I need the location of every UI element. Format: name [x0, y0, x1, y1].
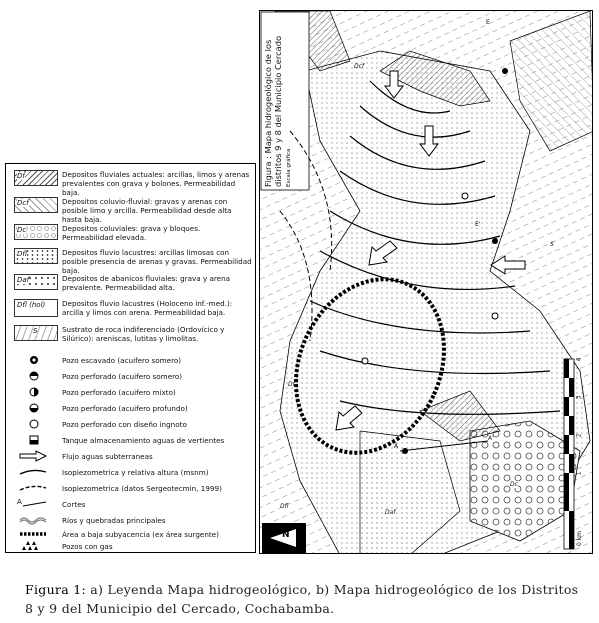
- daf-swatch: Daf: [14, 274, 58, 290]
- section-line-icon: [16, 498, 48, 510]
- unit-label-dc: Dc: [510, 481, 518, 488]
- scale-label-4: 4: [575, 357, 583, 362]
- map-canvas: [260, 11, 593, 554]
- scale-label-2: 2: [575, 433, 583, 438]
- dug-well-icon: [26, 354, 42, 366]
- unit-label-daf: Daf: [385, 509, 396, 516]
- unit-label-s: S: [550, 241, 554, 248]
- isopiezometric-line-icon: [18, 466, 48, 478]
- section-label-a-prime: A': [488, 435, 494, 442]
- unit-label-df: Df: [288, 381, 295, 388]
- caption-text: a) Leyenda Mapa hidrogeológico, b) Mapa hidrogeológico de los Distritos 8 y 9 del Municipio del Cercado, Cochabamba.: [25, 582, 579, 616]
- scale-label-0: 0 km: [576, 530, 584, 547]
- map-inset-title: Figura : Mapa hidrogeológico de los distritos 9 y 8 del Municipio Cercado Escala gráfica: [263, 35, 292, 187]
- dfl-hol-swatch: Dfl (hol): [14, 299, 58, 317]
- scale-label-3: 3: [575, 395, 583, 400]
- dc-swatch: Dc: [14, 224, 58, 240]
- section-label-a: A: [394, 443, 399, 450]
- section-label-e: E: [486, 19, 490, 26]
- subsidence-area-icon: [18, 528, 48, 540]
- dcf-swatch: Dcf: [14, 197, 58, 213]
- gas-well-icon: [18, 540, 48, 552]
- river-icon: [18, 514, 48, 526]
- unit-label-dcf: Dcf: [354, 63, 365, 70]
- north-label: N: [282, 530, 290, 540]
- figure-caption: [25, 580, 585, 618]
- dfl-swatch: Dfl: [14, 248, 58, 264]
- deep-well-icon: [26, 402, 42, 414]
- map-legend: Df Depositos fluviales actuales: arcillas, limos y arenas prevalentes con grava y bolones. Permeabilidad baja. Dcf Depositos coluvio-fluvial: gravas y arenas con posible limo y arcilla. Permeabilidad desde alta hasta baja. Dc Depositos coluviales: grava y bloques. Permeabilidad elevada. Dfl Depositos fluvio lacustres: arcillas limosas con posible presencia de arenas y gravas. Permeabilidad baja. Daf Depositos de abanicos fluviales: grava y arena prevalente. Permeabilidad alta. Dfl (hol) Depositos fluvio lacustres (Holoceno inf.-med.): arcilla y limos con arena. Permeabilidad baja. S Sustrato de roca indiferenciado (Ordovícico y Silúrico): areniscas, lutitas y limolitas. Pozo escavado (acuifero somero) Pozo perforado (acuifero somero) Pozo perforado (acuifero mixto) Pozo perforado (acuifero profundo) Pozo perforado con diseño ingnoto Tanque almacenamiento aguas de vertientes Flujo aguas subterraneas Isopiezometrica y relativa altura (msnm) Isopiezometrica (datos Sergeotecmin, 1999) A Cortes Ríos y quebradas principales Área a baja subyacencia (ex área surgente) Pozos con gas: [5, 163, 256, 553]
- unit-label-dfl: Dfl: [280, 503, 289, 510]
- hydrogeological-map: [259, 10, 593, 554]
- s-swatch: S: [14, 325, 58, 341]
- isopiezometric-dashed-icon: [18, 482, 48, 494]
- unknown-well-icon: [26, 418, 42, 430]
- svg-text:A: A: [17, 498, 22, 506]
- tank-icon: [26, 434, 42, 446]
- scale-label-1: 1: [575, 471, 583, 476]
- shallow-well-icon: [26, 370, 42, 382]
- mixed-well-icon: [26, 386, 42, 398]
- caption-label: Figura 1:: [25, 582, 86, 597]
- df-swatch: Df: [14, 170, 58, 186]
- flow-arrow-icon: [18, 450, 48, 462]
- section-label-e-prime: E': [475, 221, 481, 228]
